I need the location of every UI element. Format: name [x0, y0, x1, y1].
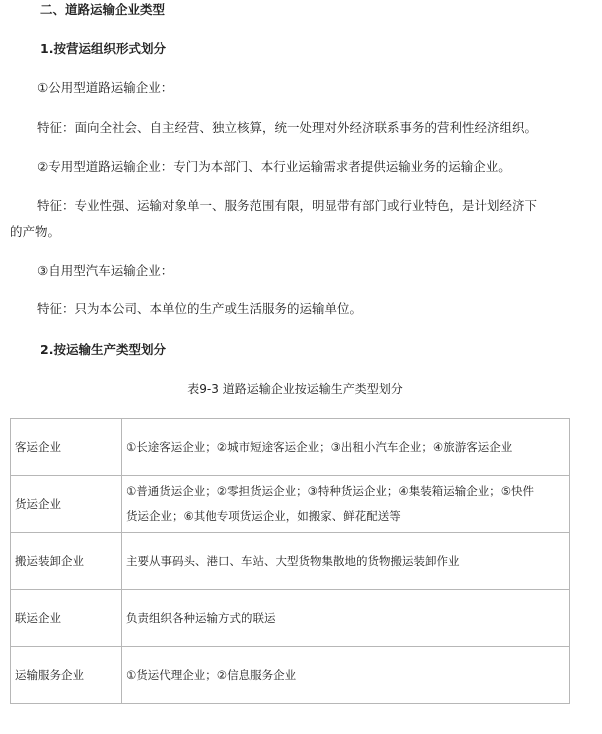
- table-row: [11, 647, 570, 704]
- table-cell-desc-line: ①普通货运企业；②零担货运企业；③特种货运企业；④集装箱运输企业；⑤快件: [126, 484, 535, 498]
- table-cell-desc: [122, 590, 570, 647]
- paragraph-public-enterprise: ①公用型道路运输企业：: [37, 80, 174, 95]
- paragraph-public-feature: 特征：面向全社会、自主经营、独立核算，统一处理对外经济联系事务的营利性经济组织。: [37, 120, 538, 135]
- enterprise-type-table: [10, 418, 570, 704]
- table-caption: 表9-3 道路运输企业按运输生产类型划分: [187, 382, 403, 396]
- section-title: 二、道路运输企业类型: [40, 2, 166, 17]
- table-row: [11, 533, 570, 590]
- table-cell-desc-line: 主要从事码头、港口、车站、大型货物集散地的货物搬运装卸作业: [126, 553, 460, 568]
- table-cell-type: 联运企业: [11, 590, 122, 647]
- paragraph-dedicated-feature-cont: 的产物。: [10, 224, 61, 239]
- paragraph-dedicated-feature: 特征：专业性强、运输对象单一、服务范围有限，明显带有部门或行业特色，是计划经济下: [37, 198, 538, 213]
- table-row: [11, 590, 570, 647]
- table-cell-desc-line-2: 货运企业；⑥其他专项货运企业，如搬家、鲜花配送等: [126, 509, 401, 523]
- table-row: [11, 476, 570, 533]
- table-cell-type: 客运企业: [11, 419, 122, 476]
- table-cell-type: 运输服务企业: [11, 647, 122, 704]
- table-cell-type: 搬运装卸企业: [11, 533, 122, 590]
- table-cell-desc: [122, 476, 570, 533]
- table-cell-desc: [122, 419, 570, 476]
- subsection-title-1: 1.按营运组织形式划分: [40, 41, 166, 56]
- paragraph-private-enterprise: ③自用型汽车运输企业：: [37, 263, 174, 278]
- paragraph-dedicated-enterprise: ②专用型道路运输企业：专门为本部门、本行业运输需求者提供运输业务的运输企业。: [37, 159, 511, 174]
- table-cell-desc-line: ①货运代理企业；②信息服务企业: [126, 667, 297, 682]
- subsection-title-2: 2.按运输生产类型划分: [40, 342, 166, 357]
- table-cell-desc-line: 负责组织各种运输方式的联运: [126, 610, 276, 625]
- table-row: [11, 419, 570, 476]
- table-cell-type: 货运企业: [11, 476, 122, 533]
- table-cell-desc-line: ①长途客运企业；②城市短途客运企业；③出租小汽车企业；④旅游客运企业: [126, 439, 513, 454]
- table-cell-desc: [122, 647, 570, 704]
- table-cell-desc: [122, 533, 570, 590]
- paragraph-private-feature: 特征：只为本公司、本单位的生产或生活服务的运输单位。: [37, 301, 363, 316]
